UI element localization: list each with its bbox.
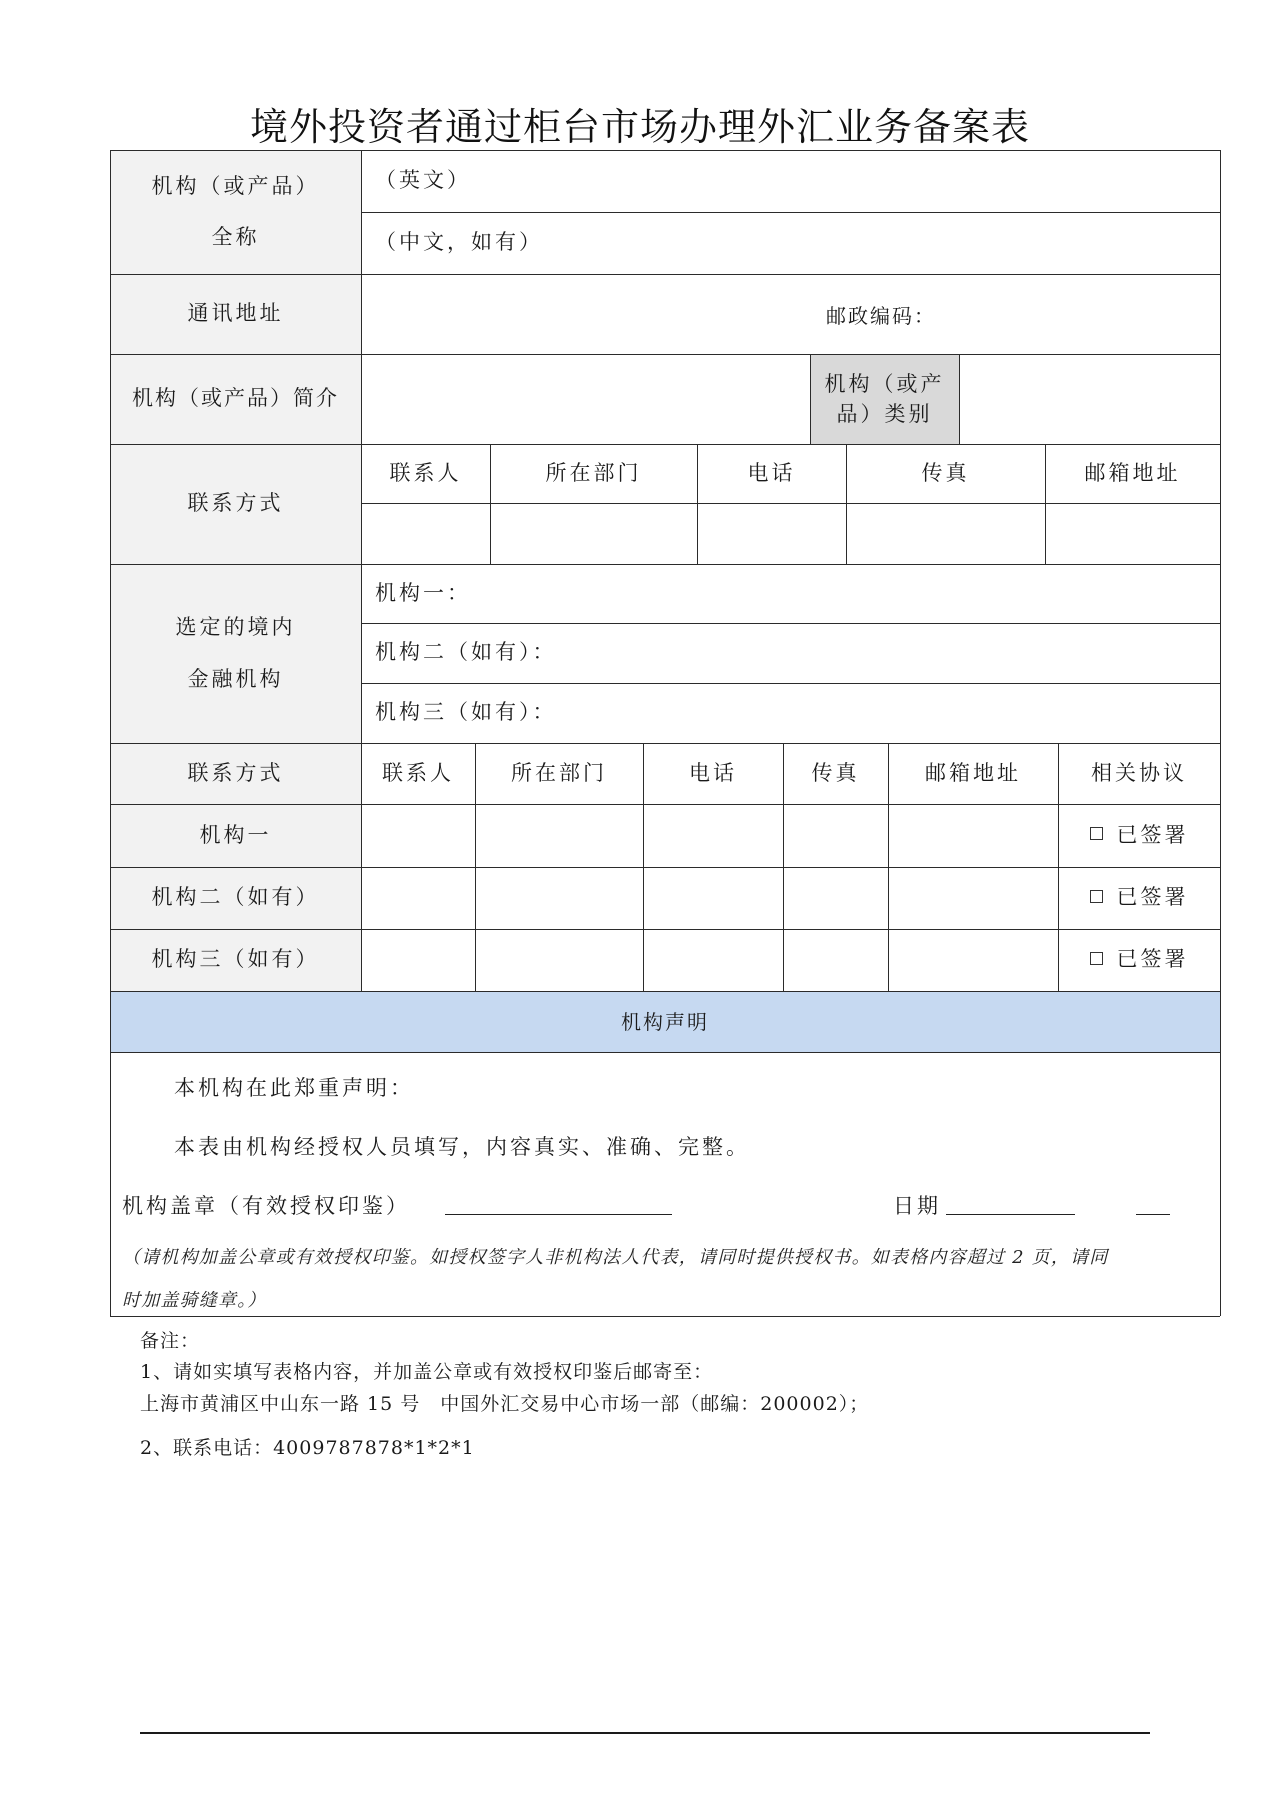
postcode-label: 邮政编码： xyxy=(826,304,936,328)
full-name-label-line2: 全称 xyxy=(211,225,260,249)
grid-line xyxy=(361,683,1220,684)
grid-line xyxy=(110,804,1220,805)
checkbox-icon[interactable] xyxy=(1090,952,1103,965)
remarks-item1-address: 上海市黄浦区中山东一路 15 号 中国外汇交易中心市场一部（邮编：200002）； xyxy=(140,1393,870,1415)
contact2-col-phone: 电话 xyxy=(689,760,737,785)
checkbox-icon[interactable] xyxy=(1090,890,1103,903)
grid-line xyxy=(361,150,362,991)
grid-line xyxy=(643,743,644,991)
row3-fax-field[interactable] xyxy=(783,929,888,991)
grid-line xyxy=(697,444,698,564)
seal-signature-line[interactable] xyxy=(445,1214,672,1215)
contact2-row3-label: 机构三（如有） xyxy=(110,929,361,991)
declaration-line1: 本机构在此郑重声明： xyxy=(174,1076,414,1100)
row1-agreement-label: 已签署 xyxy=(1116,822,1189,847)
grid-line xyxy=(959,354,960,444)
category-label-line1: 机构（或产 xyxy=(824,371,945,396)
grid-line xyxy=(110,929,1220,930)
grid-line xyxy=(361,623,1220,624)
intro-field[interactable] xyxy=(361,354,810,444)
row2-email-field[interactable] xyxy=(888,867,1058,929)
domestic-institution-3-field[interactable] xyxy=(361,683,1220,743)
border-right xyxy=(1220,150,1221,1316)
row3-agreement-label: 已签署 xyxy=(1116,947,1189,972)
grid-line xyxy=(110,743,1220,744)
domestic-institution-1-field[interactable] xyxy=(361,564,1220,623)
grid-line xyxy=(846,444,847,564)
contact1-label: 联系方式 xyxy=(110,444,361,564)
row2-dept-field[interactable] xyxy=(475,867,643,929)
contact1-dept-field[interactable] xyxy=(490,503,697,564)
contact1-fax-field[interactable] xyxy=(846,503,1045,564)
contact2-col-person: 联系人 xyxy=(382,760,454,785)
domestic-label-line1: 选定的境内 xyxy=(175,615,296,640)
contact1-col-phone: 电话 xyxy=(747,460,796,485)
row3-dept-field[interactable] xyxy=(475,929,643,991)
grid-line xyxy=(110,1052,1220,1053)
declaration-note-line1: （请机构加盖公章或有效授权印鉴。如授权签字人非机构法人代表，请同时提供授权书。如表格内容超过 2 页，请同 xyxy=(122,1247,1109,1268)
full-name-label xyxy=(110,150,361,274)
row3-email-field[interactable] xyxy=(888,929,1058,991)
border-bottom xyxy=(110,1316,1220,1317)
grid-line xyxy=(1045,444,1046,564)
grid-line xyxy=(110,991,1220,992)
grid-line xyxy=(110,354,1220,355)
seal-label: 机构盖章（有效授权印鉴） xyxy=(122,1194,410,1218)
contact2-row2-label: 机构二（如有） xyxy=(110,867,361,929)
row3-agreement-checkbox[interactable] xyxy=(1058,929,1220,991)
remarks-item2: 2、联系电话：4009787878*1*2*1 xyxy=(140,1437,475,1459)
intro-label: 机构（或产品）简介 xyxy=(110,354,361,444)
grid-line xyxy=(110,274,1220,275)
row1-agreement-checkbox[interactable] xyxy=(1058,804,1220,867)
row2-fax-field[interactable] xyxy=(783,867,888,929)
row2-agreement-label: 已签署 xyxy=(1116,885,1189,910)
date-label: 日期 xyxy=(893,1194,941,1218)
row3-person-field[interactable] xyxy=(361,929,475,991)
border-left xyxy=(110,150,111,1316)
row2-phone-field[interactable] xyxy=(643,867,783,929)
grid-line xyxy=(490,444,491,564)
row3-phone-field[interactable] xyxy=(643,929,783,991)
row1-fax-field[interactable] xyxy=(783,804,888,867)
domestic-institution-3-label: 机构三（如有）： xyxy=(375,700,557,725)
date-line[interactable] xyxy=(946,1214,1075,1215)
contact2-col-fax: 传真 xyxy=(811,760,860,785)
contact1-col-dept: 所在部门 xyxy=(545,460,642,485)
checkbox-icon[interactable] xyxy=(1090,827,1103,840)
remarks-heading: 备注： xyxy=(140,1330,201,1352)
domestic-label-line2: 金融机构 xyxy=(187,666,284,691)
grid-line xyxy=(110,444,1220,445)
declaration-note-line2: 时加盖骑缝章。） xyxy=(122,1290,267,1311)
grid-line xyxy=(783,743,784,991)
full-name-label-line1: 机构（或产品） xyxy=(151,173,320,198)
contact1-col-fax: 传真 xyxy=(921,460,970,485)
row1-dept-field[interactable] xyxy=(475,804,643,867)
contact1-phone-field[interactable] xyxy=(697,503,846,564)
remarks-item1: 1、请如实填写表格内容，并加盖公章或有效授权印鉴后邮寄至： xyxy=(140,1361,714,1383)
row2-agreement-checkbox[interactable] xyxy=(1058,867,1220,929)
border-top xyxy=(110,150,1220,151)
date-line-short[interactable] xyxy=(1136,1214,1170,1215)
row1-phone-field[interactable] xyxy=(643,804,783,867)
contact2-row1-label: 机构一 xyxy=(110,804,361,867)
contact2-col-email: 邮箱地址 xyxy=(925,760,1021,785)
grid-line xyxy=(110,867,1220,868)
chinese-name-field[interactable] xyxy=(361,212,1220,274)
domestic-institutions-label xyxy=(110,564,361,743)
declaration-line2: 本表由机构经授权人员填写，内容真实、准确、完整。 xyxy=(174,1135,750,1159)
category-label xyxy=(810,354,959,444)
row1-person-field[interactable] xyxy=(361,804,475,867)
declaration-header: 机构声明 xyxy=(110,991,1220,1052)
english-name-field[interactable] xyxy=(361,150,1220,212)
grid-line xyxy=(888,743,889,991)
address-label: 通讯地址 xyxy=(110,274,361,354)
chinese-name-hint: （中文，如有） xyxy=(375,230,543,255)
english-name-hint: （英文） xyxy=(375,168,471,193)
category-field[interactable] xyxy=(959,354,1220,444)
category-label-line2: 品）类别 xyxy=(836,402,933,426)
contact1-col-email: 邮箱地址 xyxy=(1084,460,1181,485)
domestic-institution-1-label: 机构一： xyxy=(375,580,471,605)
domestic-institution-2-label: 机构二（如有）： xyxy=(375,640,557,665)
contact1-person-field[interactable] xyxy=(361,503,490,564)
row2-person-field[interactable] xyxy=(361,867,475,929)
contact2-label: 联系方式 xyxy=(110,743,361,804)
grid-line xyxy=(110,564,1220,565)
contact1-col-person: 联系人 xyxy=(389,460,462,485)
contact2-col-dept: 所在部门 xyxy=(511,760,607,785)
contact1-email-field[interactable] xyxy=(1045,503,1220,564)
domestic-institution-2-field[interactable] xyxy=(361,623,1220,683)
grid-line xyxy=(1058,743,1059,991)
contact2-col-agreement: 相关协议 xyxy=(1091,760,1187,785)
row1-email-field[interactable] xyxy=(888,804,1058,867)
grid-line xyxy=(810,354,811,444)
grid-line xyxy=(475,743,476,991)
footer-rule xyxy=(140,1732,1150,1734)
page-title: 境外投资者通过柜台市场办理外汇业务备案表 xyxy=(249,105,1030,149)
address-field[interactable] xyxy=(361,274,1220,354)
grid-line xyxy=(361,212,1220,213)
